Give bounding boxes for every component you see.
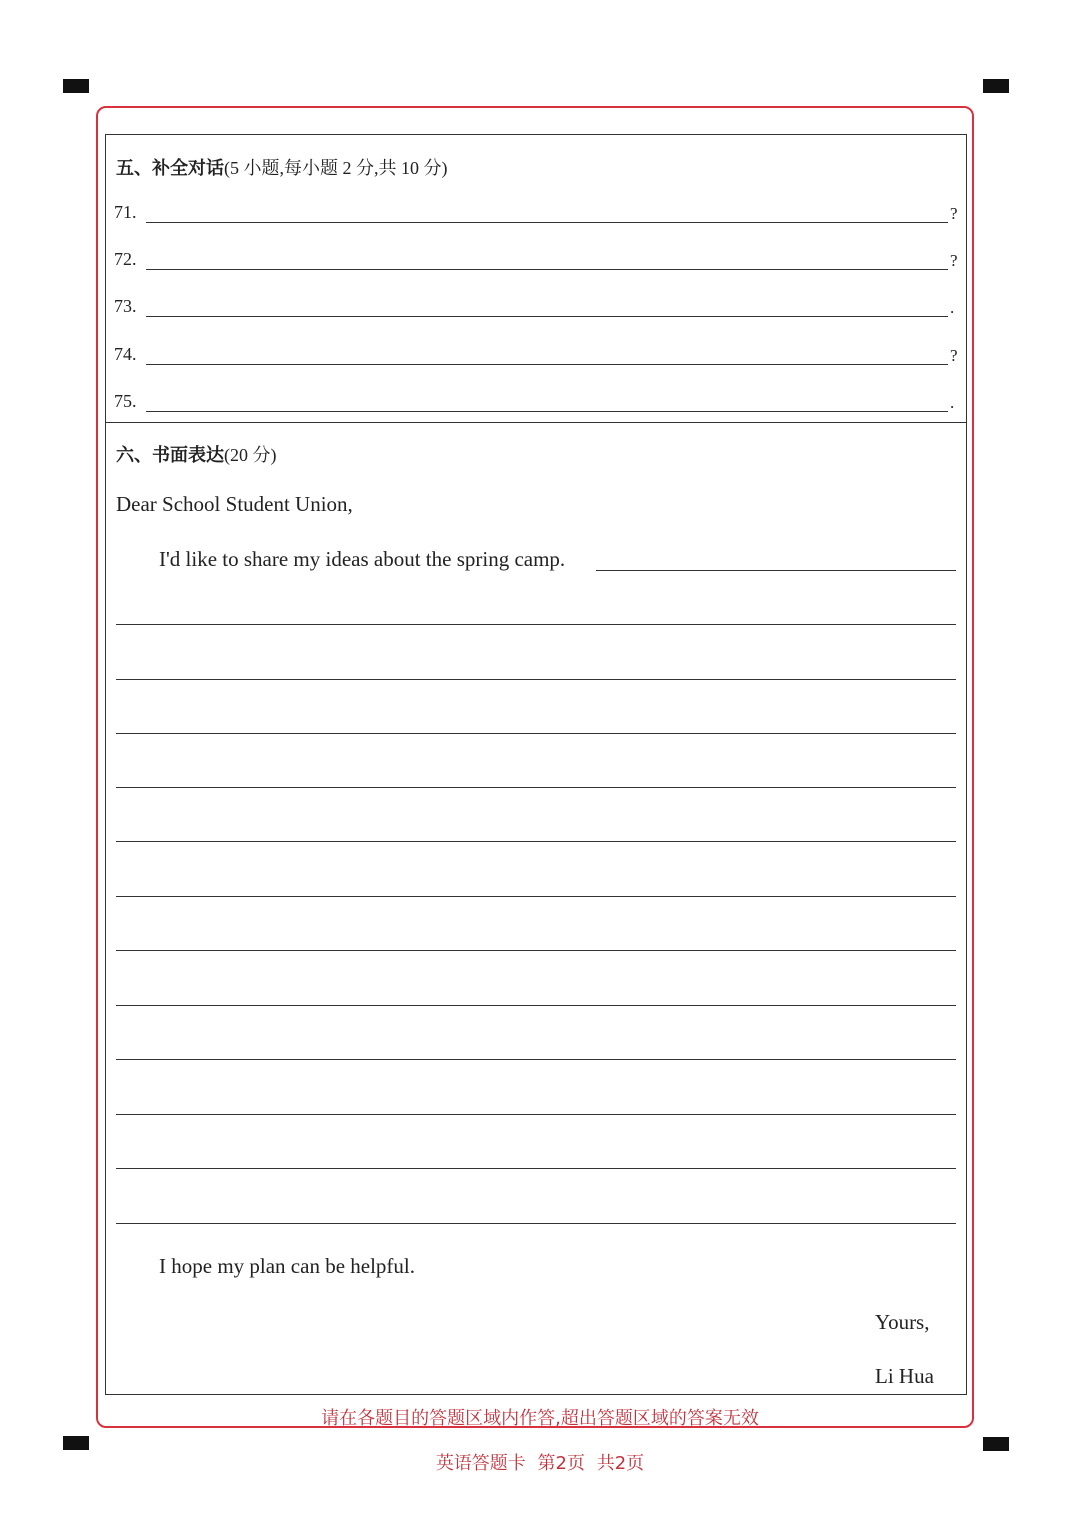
letter-opening: I'd like to share my ideas about the spring camp. <box>159 547 566 571</box>
writing-line[interactable] <box>116 679 956 680</box>
answer-row-71[interactable] <box>114 200 964 230</box>
registration-mark-top-right <box>983 79 1009 93</box>
letter-salutation: Dear School Student Union, <box>116 492 353 516</box>
writing-line[interactable] <box>116 1168 956 1169</box>
section5-points: (5 小题,每小题 2 分,共 10 分) <box>224 158 448 178</box>
section5-title: 五、补全对话 <box>116 158 224 179</box>
section5-heading <box>116 154 448 180</box>
question-number: 71. <box>114 202 137 222</box>
writing-line[interactable] <box>116 896 956 897</box>
writing-line[interactable] <box>116 624 956 625</box>
writing-line[interactable] <box>116 1223 956 1224</box>
answer-line[interactable] <box>146 222 948 223</box>
end-punctuation: . <box>950 298 955 317</box>
question-number: 72. <box>114 249 137 269</box>
letter-signoff: Yours, <box>875 1310 930 1334</box>
registration-mark-top-left <box>63 79 89 93</box>
writing-line[interactable] <box>116 841 956 842</box>
answer-line[interactable] <box>146 316 948 317</box>
writing-line[interactable] <box>116 733 956 734</box>
end-punctuation: . <box>950 393 955 412</box>
answer-area-warning: 请在各题目的答题区域内作答,超出答题区域的答案无效 <box>321 1408 759 1429</box>
letter-signature: Li Hua <box>875 1364 934 1388</box>
question-number: 74. <box>114 344 137 364</box>
section6-title: 六、书面表达 <box>116 445 224 466</box>
writing-line[interactable] <box>116 1059 956 1060</box>
writing-line[interactable] <box>596 570 956 571</box>
answer-row-74[interactable] <box>114 342 964 372</box>
writing-line[interactable] <box>116 787 956 788</box>
writing-line[interactable] <box>116 1005 956 1006</box>
answer-line[interactable] <box>146 269 948 270</box>
answer-row-73[interactable] <box>114 294 964 324</box>
writing-line[interactable] <box>116 1114 956 1115</box>
letter-closing: I hope my plan can be helpful. <box>159 1254 415 1278</box>
question-number: 73. <box>114 296 137 316</box>
registration-mark-bottom-left <box>63 1436 89 1450</box>
writing-line[interactable] <box>116 950 956 951</box>
answer-line[interactable] <box>146 364 948 365</box>
end-punctuation: ? <box>950 346 958 365</box>
question-number: 75. <box>114 391 137 411</box>
end-punctuation: ? <box>950 251 958 270</box>
section-divider <box>105 422 967 423</box>
page-footer: 英语答题卡 第2页 共2页 <box>435 1453 645 1474</box>
end-punctuation: ? <box>950 204 958 223</box>
section6-heading <box>116 441 277 467</box>
answer-row-75[interactable] <box>114 389 964 419</box>
answer-row-72[interactable] <box>114 247 964 277</box>
answer-line[interactable] <box>146 411 948 412</box>
section6-points: (20 分) <box>224 445 277 465</box>
